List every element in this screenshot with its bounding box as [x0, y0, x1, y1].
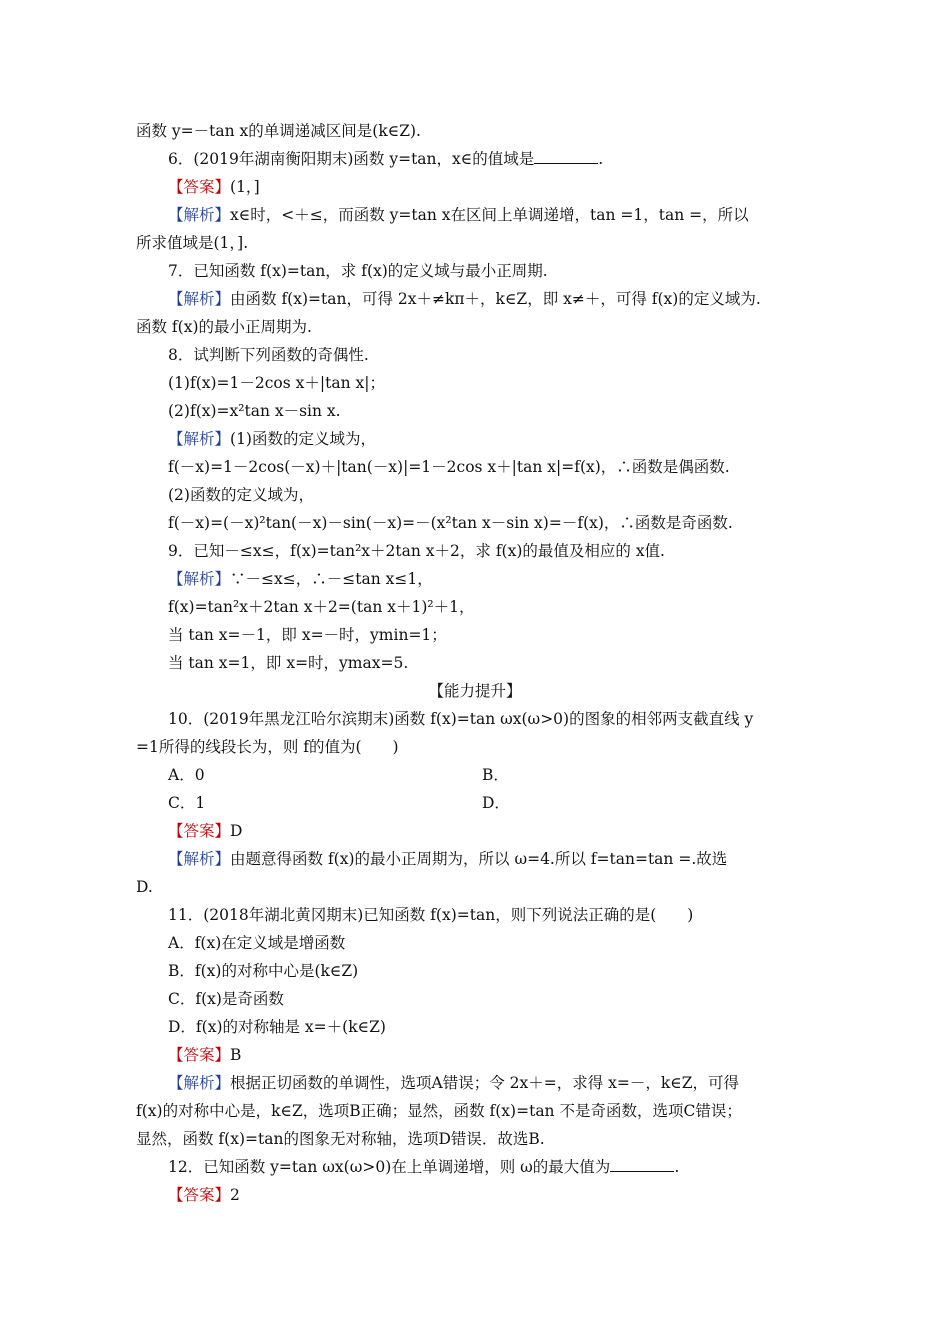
- text-line: (2)f(x)=x²tan x－sin x.: [168, 402, 341, 420]
- section-heading: 【能力提升】: [428, 682, 522, 700]
- option-row: [168, 765, 848, 785]
- question-10: 10．(2019年黑龙江哈尔滨期末)函数 f(x)=tan ωx(ω>0)的图象的相邻两支截直线 y: [168, 710, 754, 728]
- text-line: 显然，函数 f(x)=tan的图象无对称轴，选项D错误．故选B.: [136, 1130, 545, 1148]
- answer-line: 【答案】(1，]: [168, 178, 260, 196]
- option-b: B．f(x)的对称中心是(k∈Z): [168, 962, 359, 980]
- text-line: f(－x)=(－x)²tan(－x)－sin(－x)=－(x²tan x－sin x)=－f(x)，∴函数是奇函数.: [168, 514, 733, 532]
- text-line: 所求值域是(1，].: [136, 234, 249, 252]
- text-line: =1所得的线段长为，则 f的值为( ): [136, 738, 399, 756]
- answer-line: 【答案】2: [168, 1186, 240, 1204]
- text-line: f(x)的对称中心是，k∈Z，选项B正确；显然，函数 f(x)=tan 不是奇函数，选项C错误；: [136, 1102, 742, 1120]
- answer-blank: [610, 1157, 674, 1172]
- option-c: C．1: [168, 794, 206, 812]
- analysis-line: 【解析】(1)函数的定义域为，: [168, 430, 376, 448]
- analysis-tag: 【解析】: [168, 430, 231, 448]
- answer-blank: [534, 149, 598, 164]
- analysis-line: 【解析】由题意得函数 f(x)的最小正周期为，所以 ω=4.所以 f=tan=tan =.故选: [168, 850, 728, 868]
- option-d: D．: [482, 794, 510, 812]
- text-line: 当 tan x=1，即 x=时，ymax=5.: [168, 654, 409, 672]
- analysis-line: 【解析】根据正切函数的单调性，选项A错误；令 2x＋=，求得 x=－，k∈Z，可得: [168, 1074, 740, 1092]
- analysis-line: 【解析】由函数 f(x)=tan，可得 2x＋≠kπ＋，k∈Z，即 x≠＋，可得 f(x)的定义域为.: [168, 290, 761, 308]
- analysis-tag: 【解析】: [168, 570, 231, 588]
- question-8: 8．试判断下列函数的奇偶性.: [168, 346, 369, 364]
- analysis-line: 【解析】x∈时，<＋≤，而函数 y=tan x在区间上单调递增，tan =1，tan =，所以: [168, 206, 749, 224]
- answer-line: 【答案】B: [168, 1046, 242, 1064]
- analysis-line: 【解析】∵－≤x≤，∴－≤tan x≤1，: [168, 570, 433, 588]
- answer-tag: 【答案】: [168, 178, 231, 196]
- analysis-tag: 【解析】: [168, 1074, 231, 1092]
- option-d: D．f(x)的对称轴是 x=＋(k∈Z): [168, 1018, 386, 1036]
- option-a: A．0: [168, 766, 205, 784]
- question-12: 12．已知函数 y=tan ωx(ω>0)在上单调递增，则 ω的最大值为 .: [168, 1158, 680, 1176]
- analysis-tag: 【解析】: [168, 206, 231, 224]
- text-line: D.: [136, 878, 153, 896]
- text-line: f(－x)=1－2cos(－x)＋|tan(－x)|=1－2cos x＋|tan x|=f(x)，∴函数是偶函数.: [168, 458, 730, 476]
- question-7: 7．已知函数 f(x)=tan，求 f(x)的定义域与最小正周期.: [168, 262, 548, 280]
- answer-line: 【答案】D: [168, 822, 243, 840]
- option-c: C．f(x)是奇函数: [168, 990, 284, 1008]
- question-11: 11．(2018年湖北黄冈期末)已知函数 f(x)=tan，则下列说法正确的是( ): [168, 906, 694, 924]
- text-line: (2)函数的定义域为，: [168, 486, 314, 504]
- answer-tag: 【答案】: [168, 1046, 231, 1064]
- option-row: [168, 793, 848, 813]
- analysis-tag: 【解析】: [168, 850, 231, 868]
- text-line: 当 tan x=－1，即 x=－时，ymin=1；: [168, 626, 447, 644]
- text-line: f(x)=tan²x＋2tan x＋2=(tan x＋1)²＋1，: [168, 598, 475, 616]
- question-6: 6．(2019年湖南衡阳期末)函数 y=tan，x∈的值域是 .: [168, 150, 604, 168]
- option-b: B．: [482, 766, 509, 784]
- answer-tag: 【答案】: [168, 1186, 231, 1204]
- text-line: 函数 y=－tan x的单调递减区间是(k∈Z).: [136, 122, 421, 140]
- text-line: 函数 f(x)的最小正周期为.: [136, 318, 312, 336]
- option-a: A．f(x)在定义域是增函数: [168, 934, 346, 952]
- answer-tag: 【答案】: [168, 822, 231, 840]
- question-9: 9．已知－≤x≤，f(x)=tan²x＋2tan x＋2，求 f(x)的最值及相应的 x值.: [168, 542, 665, 560]
- analysis-tag: 【解析】: [168, 290, 231, 308]
- text-line: (1)f(x)=1－2cos x＋|tan x|；: [168, 374, 385, 392]
